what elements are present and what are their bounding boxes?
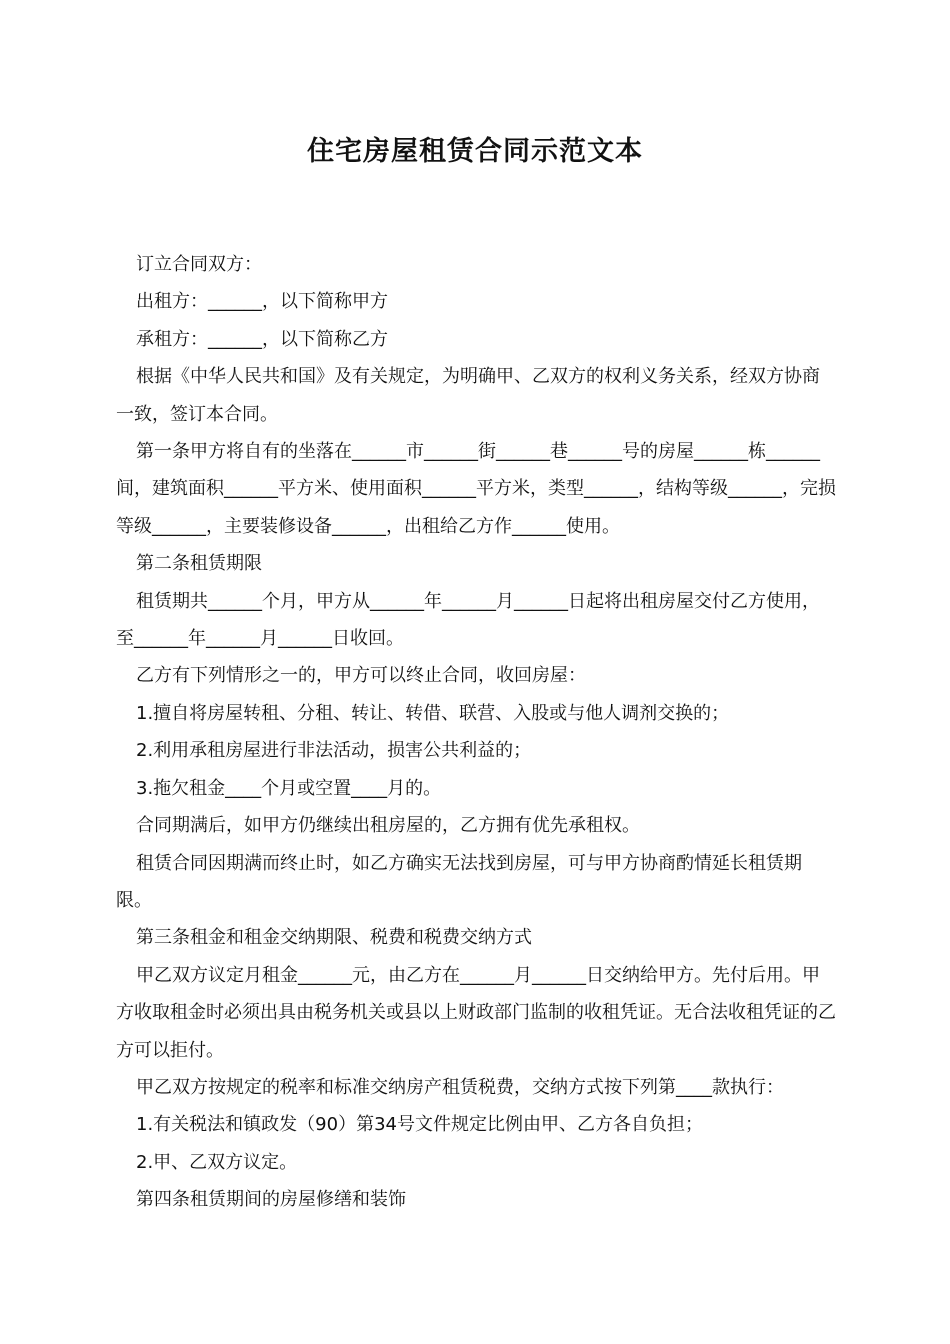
paragraph-article-2-heading: 第二条租赁期限: [136, 553, 262, 575]
paragraph-lessee: 承租方：______，以下简称乙方: [136, 328, 388, 350]
paragraph-preamble: 根据《中华人民共和国》及有关规定，为明确甲、乙双方的权利义务关系，经双方协商一致，签订本合同。: [116, 366, 820, 425]
paragraph-termination-item-3: 3.拖欠租金____个月或空置____月的。: [136, 777, 442, 799]
paragraph-tax-item-2: 2.甲、乙双方议定。: [136, 1151, 298, 1173]
paragraph-article-4-heading: 第四条租赁期间的房屋修缮和装饰: [136, 1189, 406, 1211]
document-body: [116, 246, 836, 1219]
paragraph-extension: 租赁合同因期满而终止时，如乙方确实无法找到房屋，可与甲方协商酌情延长租赁期限。: [116, 852, 802, 911]
paragraph-lessor: 出租方：______，以下简称甲方: [136, 291, 388, 313]
paragraph-parties-intro: 订立合同双方：: [136, 254, 262, 275]
paragraph-lease-term: 租赁期共______个月，甲方从______年______月______日起将出租房屋交付乙方使用，至______年______月______日收回。: [116, 590, 820, 650]
paragraph-tax-item-1: 1.有关税法和镇政发（90）第34号文件规定比例由甲、乙方各自负担；: [136, 1114, 703, 1136]
paragraph-priority-right: 合同期满后，如甲方仍继续出租房屋的，乙方拥有优先承租权。: [136, 815, 640, 837]
paragraph-article-3-heading: 第三条租金和租金交纳期限、税费和税费交纳方式: [136, 927, 532, 949]
paragraph-termination-item-1: 1.擅自将房屋转租、分租、转让、转借、联营、入股或与他人调剂交换的；: [136, 702, 730, 724]
paragraph-tax-payment: 甲乙双方按规定的税率和标准交纳房产租赁税费，交纳方式按下列第____款执行：: [136, 1076, 784, 1098]
paragraph-termination-item-2: 2.利用承租房屋进行非法活动，损害公共利益的；: [136, 740, 532, 762]
paragraph-rent-payment: 甲乙双方议定月租金______元，由乙方在______月______日交纳给甲方。先付后用。甲方收取租金时必须出具由税务机关或县以上财政部门监制的收租凭证。无合法收租凭证的乙方可以拒付。: [116, 964, 836, 1061]
paragraph-termination-intro: 乙方有下列情形之一的，甲方可以终止合同，收回房屋：: [136, 665, 586, 687]
paragraph-article-1: 第一条甲方将自有的坐落在______市______街______巷______号的房屋______栋______间，建筑面积______平方米、使用面积______平方米，类型______，结构等级______，完损等级______，主要装修设备______，出租给乙方作______使用。: [116, 441, 836, 537]
document-title: 住宅房屋租赁合同示范文本: [307, 136, 643, 167]
